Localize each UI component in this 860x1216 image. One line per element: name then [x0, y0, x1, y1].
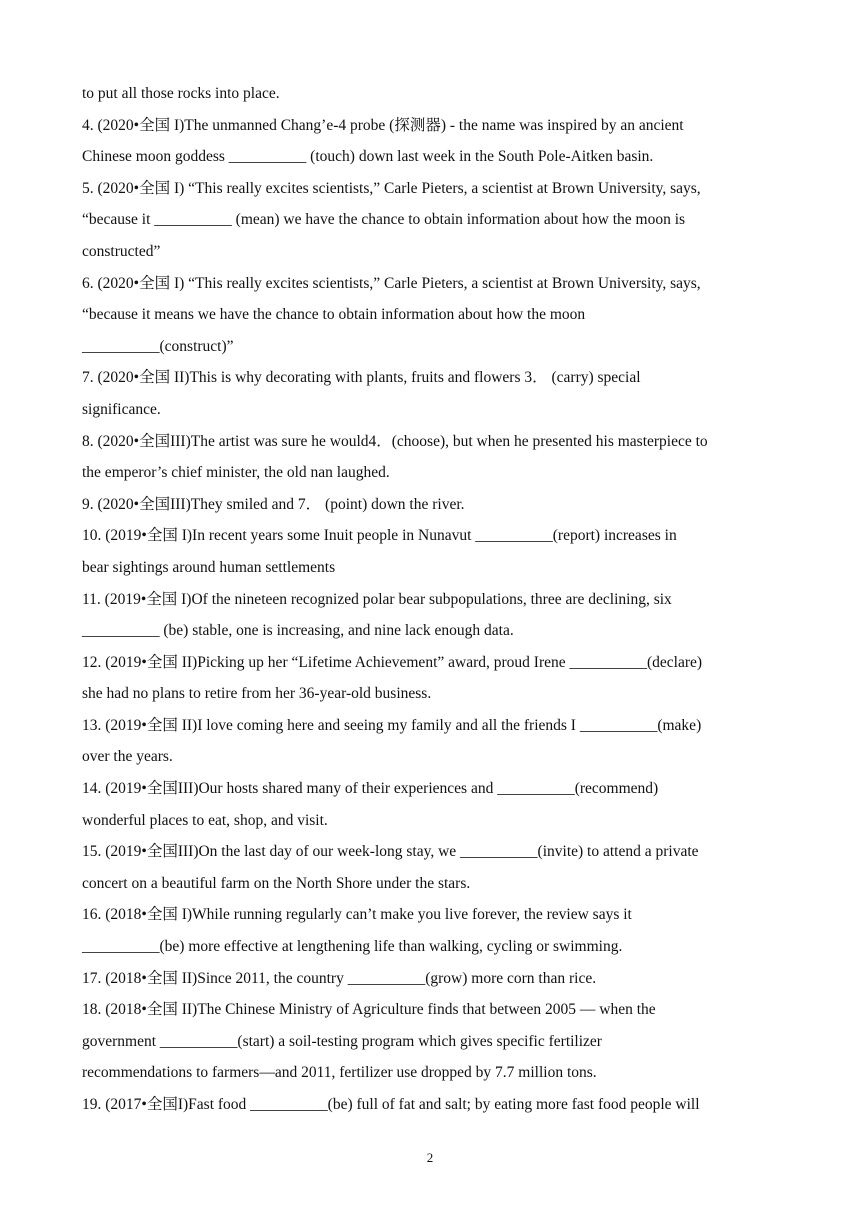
question-5-line-3: constructed” [82, 242, 161, 260]
question-8-line-2: the emperor’s chief minister, the old nan laughed. [82, 464, 390, 482]
question-15-line-2: concert on a beautiful farm on the North Shore under the stars. [82, 874, 471, 892]
question-17-line-1: 17. (2018•全国 II)Since 2011, the country __________(grow) more corn than rice. [82, 969, 597, 987]
question-7-line-2: significance. [82, 400, 161, 418]
question-11-line-2: __________ (be) stable, one is increasing, and nine lack enough data. [82, 622, 514, 640]
question-9-line-1: 9. (2020•全国III)They smiled and 7． (point) down the river. [82, 495, 465, 513]
question-6-line-2: “because it means we have the chance to obtain information about how the moon [82, 306, 586, 324]
question-10-line-1: 10. (2019•全国 I)In recent years some Inuit people in Nunavut __________(report) increases in [82, 527, 677, 545]
text-line: to put all those rocks into place. [82, 85, 280, 102]
question-6-line-3: __________(construct)” [82, 337, 234, 355]
question-6-line-1: 6. (2020•全国 I) “This really excites scientists,” Carle Pieters, a scientist at Brown University, says, [82, 274, 701, 292]
question-16-line-2: __________(be) more effective at lengthening life than walking, cycling or swimming. [82, 938, 623, 956]
question-5-line-2: “because it __________ (mean) we have the chance to obtain information about how the moon is [82, 211, 686, 229]
question-8-line-1: 8. (2020•全国III)The artist was sure he would4．(choose), but when he presented his masterpiece to [82, 432, 708, 450]
page-body [82, 78, 782, 1121]
question-19-line-1: 19. (2017•全国I)Fast food __________(be) full of fat and salt; by eating more fast food people will [82, 1096, 700, 1113]
question-4-line-2: Chinese moon goddess __________ (touch) down last week in the South Pole-Aitken basin. [82, 148, 654, 166]
question-18-line-3: recommendations to farmers—and 2011, fertilizer use dropped by 7.7 million tons. [82, 1064, 597, 1082]
question-14-line-2: wonderful places to eat, shop, and visit. [82, 811, 328, 829]
question-13-line-1: 13. (2019•全国 II)I love coming here and seeing my family and all the friends I __________(make) [82, 716, 702, 734]
page-number: 2 [426, 1150, 434, 1165]
question-16-line-1: 16. (2018•全国 I)While running regularly can’t make you live forever, the review says it [82, 906, 632, 924]
question-5-line-1: 5. (2020•全国 I) “This really excites scientists,” Carle Pieters, a scientist at Brown University, says, [82, 179, 701, 197]
question-4-line-1: 4. (2020•全国 I)The unmanned Chang’e-4 probe (探测器) - the name was inspired by an ancient [82, 116, 684, 134]
question-14-line-1: 14. (2019•全国III)Our hosts shared many of their experiences and __________(recommend) [82, 780, 659, 798]
question-10-line-2: bear sightings around human settlements [82, 558, 336, 576]
question-7-line-1: 7. (2020•全国 II)This is why decorating with plants, fruits and flowers 3． (carry) special [82, 369, 641, 387]
question-11-line-1: 11. (2019•全国 I)Of the nineteen recognized polar bear subpopulations, three are declining, six [82, 590, 672, 608]
question-15-line-1: 15. (2019•全国III)On the last day of our week-long stay, we __________(invite) to attend a private [82, 843, 699, 861]
question-18-line-1: 18. (2018•全国 II)The Chinese Ministry of Agriculture finds that between 2005 — when the [82, 1001, 656, 1019]
question-13-line-2: over the years. [82, 748, 173, 766]
question-18-line-2: government __________(start) a soil-testing program which gives specific fertilizer [82, 1032, 602, 1050]
question-12-line-2: she had no plans to retire from her 36-year-old business. [82, 685, 432, 703]
question-12-line-1: 12. (2019•全国 II)Picking up her “Lifetime Achievement” award, proud Irene __________(declare) [82, 653, 703, 671]
